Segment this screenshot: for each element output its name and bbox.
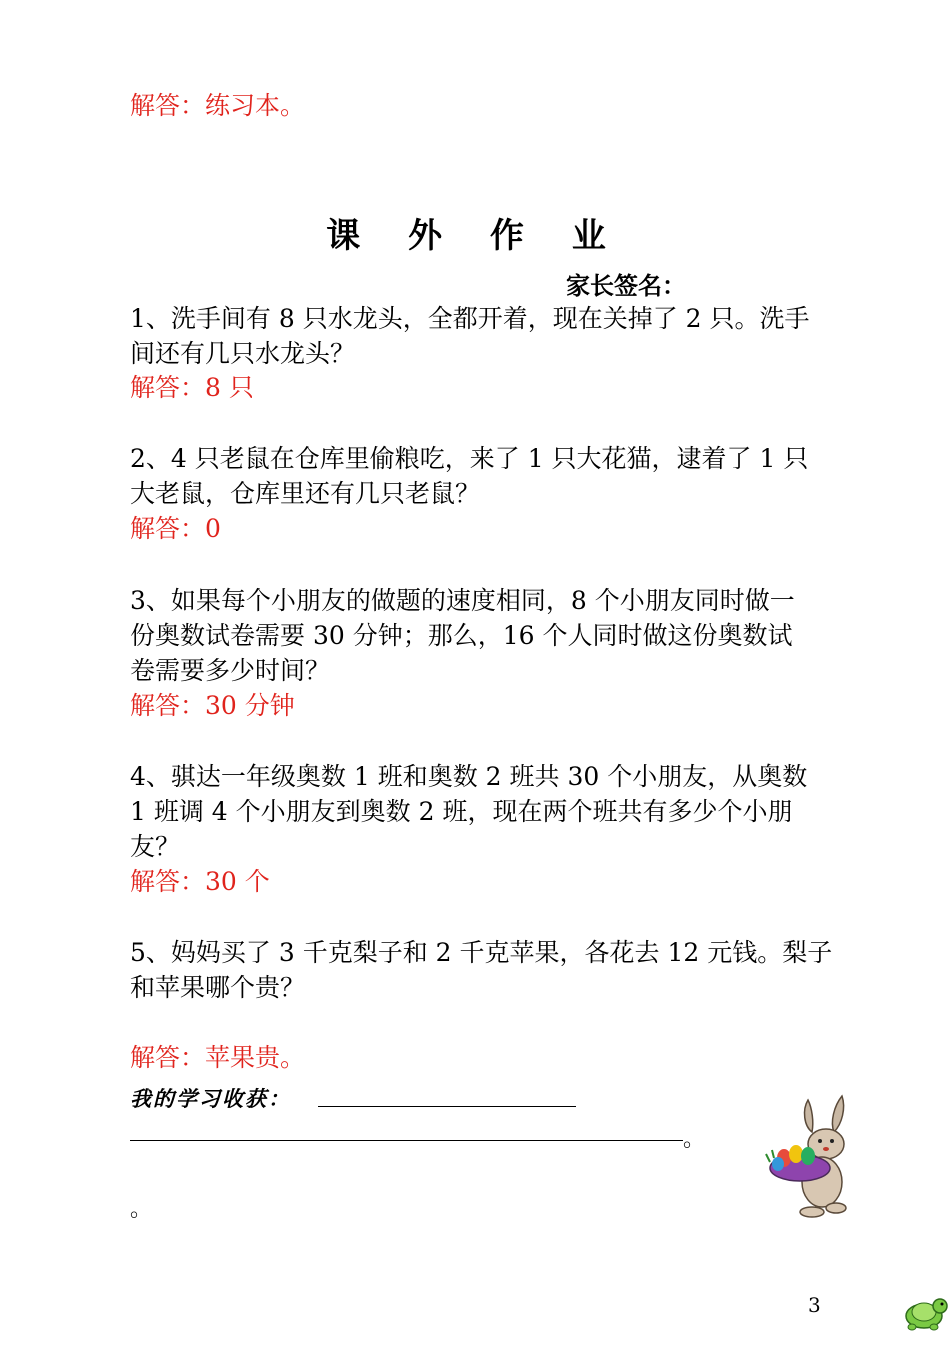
question-1-line-1: 1、洗手间有 8 只水龙头，全都开着，现在关掉了 2 只。洗手 [130, 304, 810, 333]
harvest-blank-line-2 [130, 1140, 683, 1141]
question-4-line-2: 1 班调 4 个小朋友到奥数 2 班，现在两个班共有多少个小朋 [130, 797, 793, 826]
question-5-line-1: 5、妈妈买了 3 千克梨子和 2 千克苹果，各花去 12 元钱。梨子 [130, 938, 833, 967]
top-answer: 解答：练习本。 [130, 91, 306, 120]
question-3-line-1: 3、如果每个小朋友的做题的速度相同，8 个小朋友同时做一 [130, 586, 795, 615]
question-3-answer: 解答：30 分钟 [130, 691, 295, 720]
end-mark: 。 [130, 1197, 153, 1222]
turtle-icon [900, 1290, 950, 1332]
rabbit-basket-icon [764, 1092, 856, 1222]
question-2-line-2: 大老鼠，仓库里还有几只老鼠？ [130, 479, 481, 508]
harvest-blank-line-1 [318, 1106, 576, 1107]
question-2-line-1: 2、4 只老鼠在仓库里偷粮吃，来了 1 只大花猫，逮着了 1 只 [130, 444, 809, 473]
page-title: 课 外 作 业 [326, 216, 624, 256]
parent-signature-label: 家长签名： [566, 272, 686, 300]
question-4-answer: 解答：30 个 [130, 867, 270, 896]
question-1-answer: 解答：8 只 [130, 373, 254, 402]
page-number: 3 [808, 1293, 821, 1317]
question-3-line-3: 卷需要多少时间？ [130, 656, 331, 685]
question-5-answer: 解答：苹果贵。 [130, 1043, 306, 1072]
question-4-line-3: 友？ [130, 832, 181, 861]
question-3-line-2: 份奥数试卷需要 30 分钟；那么，16 个人同时做这份奥数试 [130, 621, 793, 650]
line-end-mark: 。 [683, 1127, 706, 1152]
question-1-line-2: 间还有几只水龙头？ [130, 339, 356, 368]
question-4-line-1: 4、骐达一年级奥数 1 班和奥数 2 班共 30 个小朋友，从奥数 [130, 762, 808, 791]
question-2-answer: 解答：0 [130, 514, 221, 543]
question-5-line-2: 和苹果哪个贵？ [130, 973, 306, 1002]
learning-harvest-label: 我的学习收获： [130, 1087, 291, 1111]
